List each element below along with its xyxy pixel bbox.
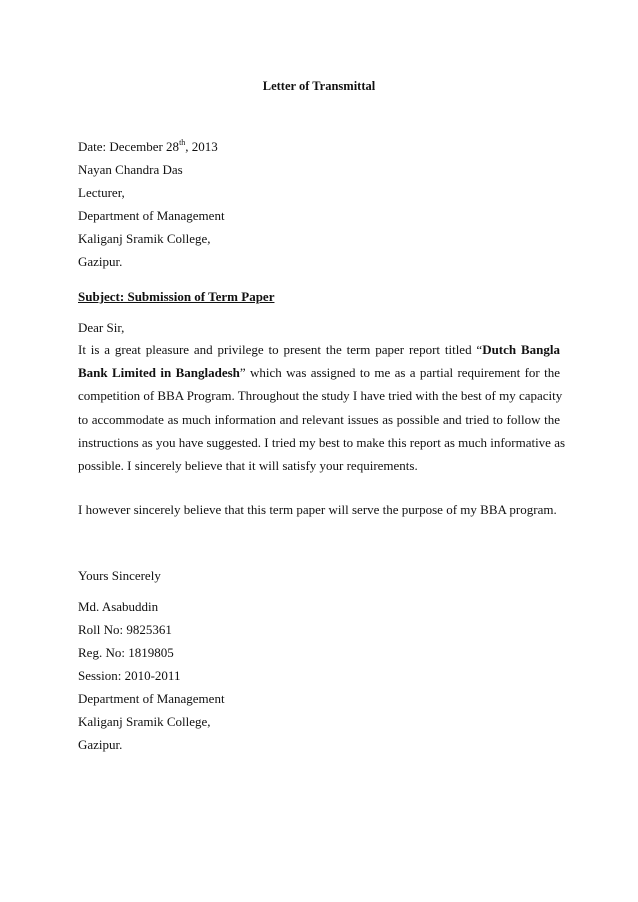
body-text: ” which was assigned to me as a partial requirement for the — [239, 365, 561, 381]
recipient-college: Kaliganj Sramik College, — [78, 231, 211, 246]
body-line: possible. I sincerely believe that it will satisfy your requirements. — [78, 457, 418, 473]
body-line: to accommodate as much information and relevant issues as possible and tried to follow the — [78, 411, 560, 427]
closing-paragraph: I however sincerely believe that this term paper will serve the purpose of my BBA program. — [78, 502, 557, 517]
letter-title: Letter of Transmittal — [262, 79, 376, 93]
body-text: It is a great pleasure and privilege to present the term paper report titled “ — [78, 342, 483, 357]
valediction: Yours Sincerely — [78, 568, 161, 583]
recipient-name: Nayan Chandra Das — [78, 162, 183, 177]
report-title-part-2: Bank Limited in Bangladesh — [78, 365, 240, 381]
sender-reg: Reg. No: 1819805 — [78, 645, 174, 660]
sender-roll: Roll No: 9825361 — [78, 622, 172, 637]
body-line — [78, 365, 560, 388]
sender-city: Gazipur. — [78, 737, 123, 752]
sender-session: Session: 2010-2011 — [78, 668, 181, 683]
body-line — [78, 342, 560, 365]
sender-college: Kaliganj Sramik College, — [78, 714, 211, 729]
salutation: Dear Sir, — [78, 320, 125, 335]
recipient-city: Gazipur. — [78, 254, 123, 269]
recipient-department: Department of Management — [78, 208, 225, 223]
letter-subject: Subject: Submission of Term Paper — [78, 289, 275, 304]
letter-date — [78, 139, 218, 154]
date-year: , 2013 — [185, 139, 218, 154]
sender-name: Md. Asabuddin — [78, 599, 159, 614]
recipient-title: Lecturer, — [78, 185, 125, 200]
date-ordinal: th — [179, 138, 186, 147]
body-line: competition of BBA Program. Throughout the study I have tried with the best of my capacity — [78, 388, 563, 404]
report-title-part-1: Dutch Bangla — [482, 342, 560, 357]
date-text: Date: December 28 — [78, 139, 180, 154]
body-line: instructions as you have suggested. I tried my best to make this report as much informative as — [78, 434, 566, 450]
body-paragraph — [78, 342, 566, 481]
sender-department: Department of Management — [78, 691, 225, 706]
